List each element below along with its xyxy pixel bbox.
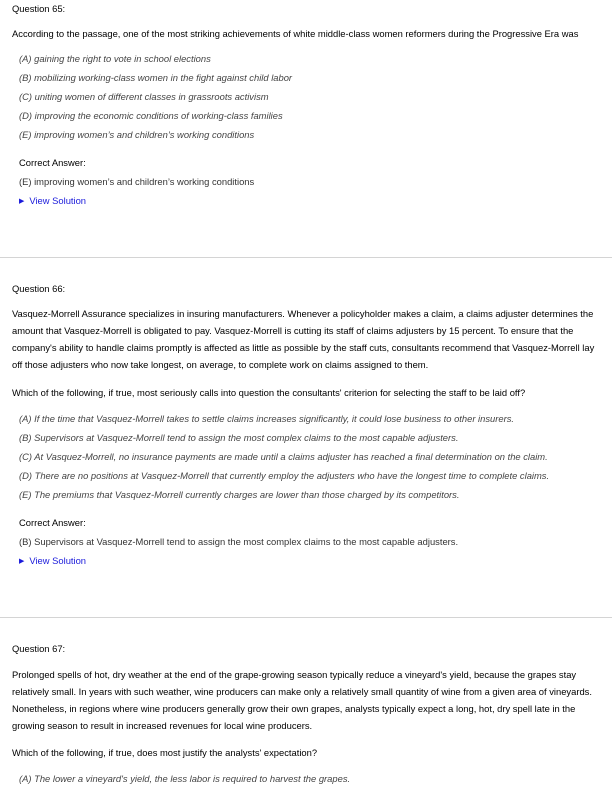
correct-answer-block (12, 153, 604, 210)
option-e: (E) improving women’s and children’s working conditions (19, 129, 255, 140)
option-d: (D) improving the economic conditions of working-class families (19, 110, 283, 121)
correct-answer-label: Correct Answer: (19, 157, 86, 168)
option-b: (B) Supervisors at Vasquez-Morrell tend to assign the most complex claims to the most capable adjusters. (19, 432, 459, 443)
question-66 (12, 280, 604, 570)
option-c: (C) At Vasquez-Morrell, no insurance payments are made until a claims adjuster has reached a final determination on the claim. (19, 451, 548, 462)
question-passage: Prolonged spells of hot, dry weather at the end of the grape-growing season typically reduce a vineyard's yield, because the grapes stay relatively small. In years with such weather, wine producers can make only a relatively small quantity of wine from a given area of vineyards. Nonetheless, in regions where wine producers generally grow their own grapes, analysts typically expect a long, hot, dry spell late in the growing season to result in increased revenues for local wine producers. (12, 669, 592, 731)
answer-options (12, 49, 604, 144)
question-prompt: Which of the following, if true, most seriously calls into question the consultants' criterion for selecting the staff to be laid off? (12, 387, 526, 398)
question-title: Question 65: (12, 3, 66, 14)
correct-answer-value: (E) improving women’s and children’s working conditions (19, 176, 255, 187)
question-prompt: According to the passage, one of the most striking achievements of white middle-class women reformers during the Progressive Era was (12, 28, 579, 39)
correct-answer-label: Correct Answer: (19, 517, 86, 528)
question-passage: Vasquez-Morrell Assurance specializes in insuring manufacturers. Whenever a policyholder makes a claim, a claims adjuster determines the amount that Vasquez-Morrell is obligated to pay. Vasquez-Morrell is cutting its staff of claims adjusters by 15 percent. To ensure that the company's ability to handle claims promptly is affected as little as possible by the staff cuts, consultants recommend that Vasquez-Morrell lay off those adjusters who now take longest, on average, to complete work on claims assigned to them. (12, 308, 595, 370)
answer-options (12, 769, 604, 788)
correct-answer-value: (B) Supervisors at Vasquez-Morrell tend to assign the most complex claims to the most capable adjusters. (19, 536, 459, 547)
option-d: (D) There are no positions at Vasquez-Morrell that currently employ the adjusters who have the longest time to complete claims. (19, 470, 550, 481)
question-title: Question 67: (12, 643, 66, 654)
option-a: (A) If the time that Vasquez-Morrell takes to settle claims increases significantly, it could lose business to other insurers. (19, 413, 514, 424)
option-e: (E) The premiums that Vasquez-Morrell currently charges are lower than those charged by its competitors. (19, 489, 460, 500)
view-solution-label: View Solution (29, 555, 87, 566)
option-a: (A) gaining the right to vote in school elections (19, 53, 211, 64)
divider (0, 257, 612, 258)
question-67 (12, 640, 604, 788)
triangle-right-icon: ▶ (19, 198, 25, 205)
answer-options (12, 409, 604, 504)
triangle-right-icon: ▶ (19, 558, 25, 565)
divider (0, 617, 612, 618)
view-solution-label: View Solution (29, 195, 87, 206)
option-c: (C) uniting women of different classes in grassroots activism (19, 91, 269, 102)
correct-answer-block (12, 513, 604, 570)
question-prompt: Which of the following, if true, does most justify the analysts' expectation? (12, 747, 318, 758)
option-b: (B) mobilizing working-class women in the fight against child labor (19, 72, 293, 83)
view-solution-toggle[interactable] (19, 191, 604, 210)
option-a: (A) The lower a vineyard's yield, the less labor is required to harvest the grapes. (19, 773, 351, 784)
question-65 (12, 0, 604, 210)
question-title: Question 66: (12, 283, 66, 294)
view-solution-toggle[interactable] (19, 551, 604, 570)
